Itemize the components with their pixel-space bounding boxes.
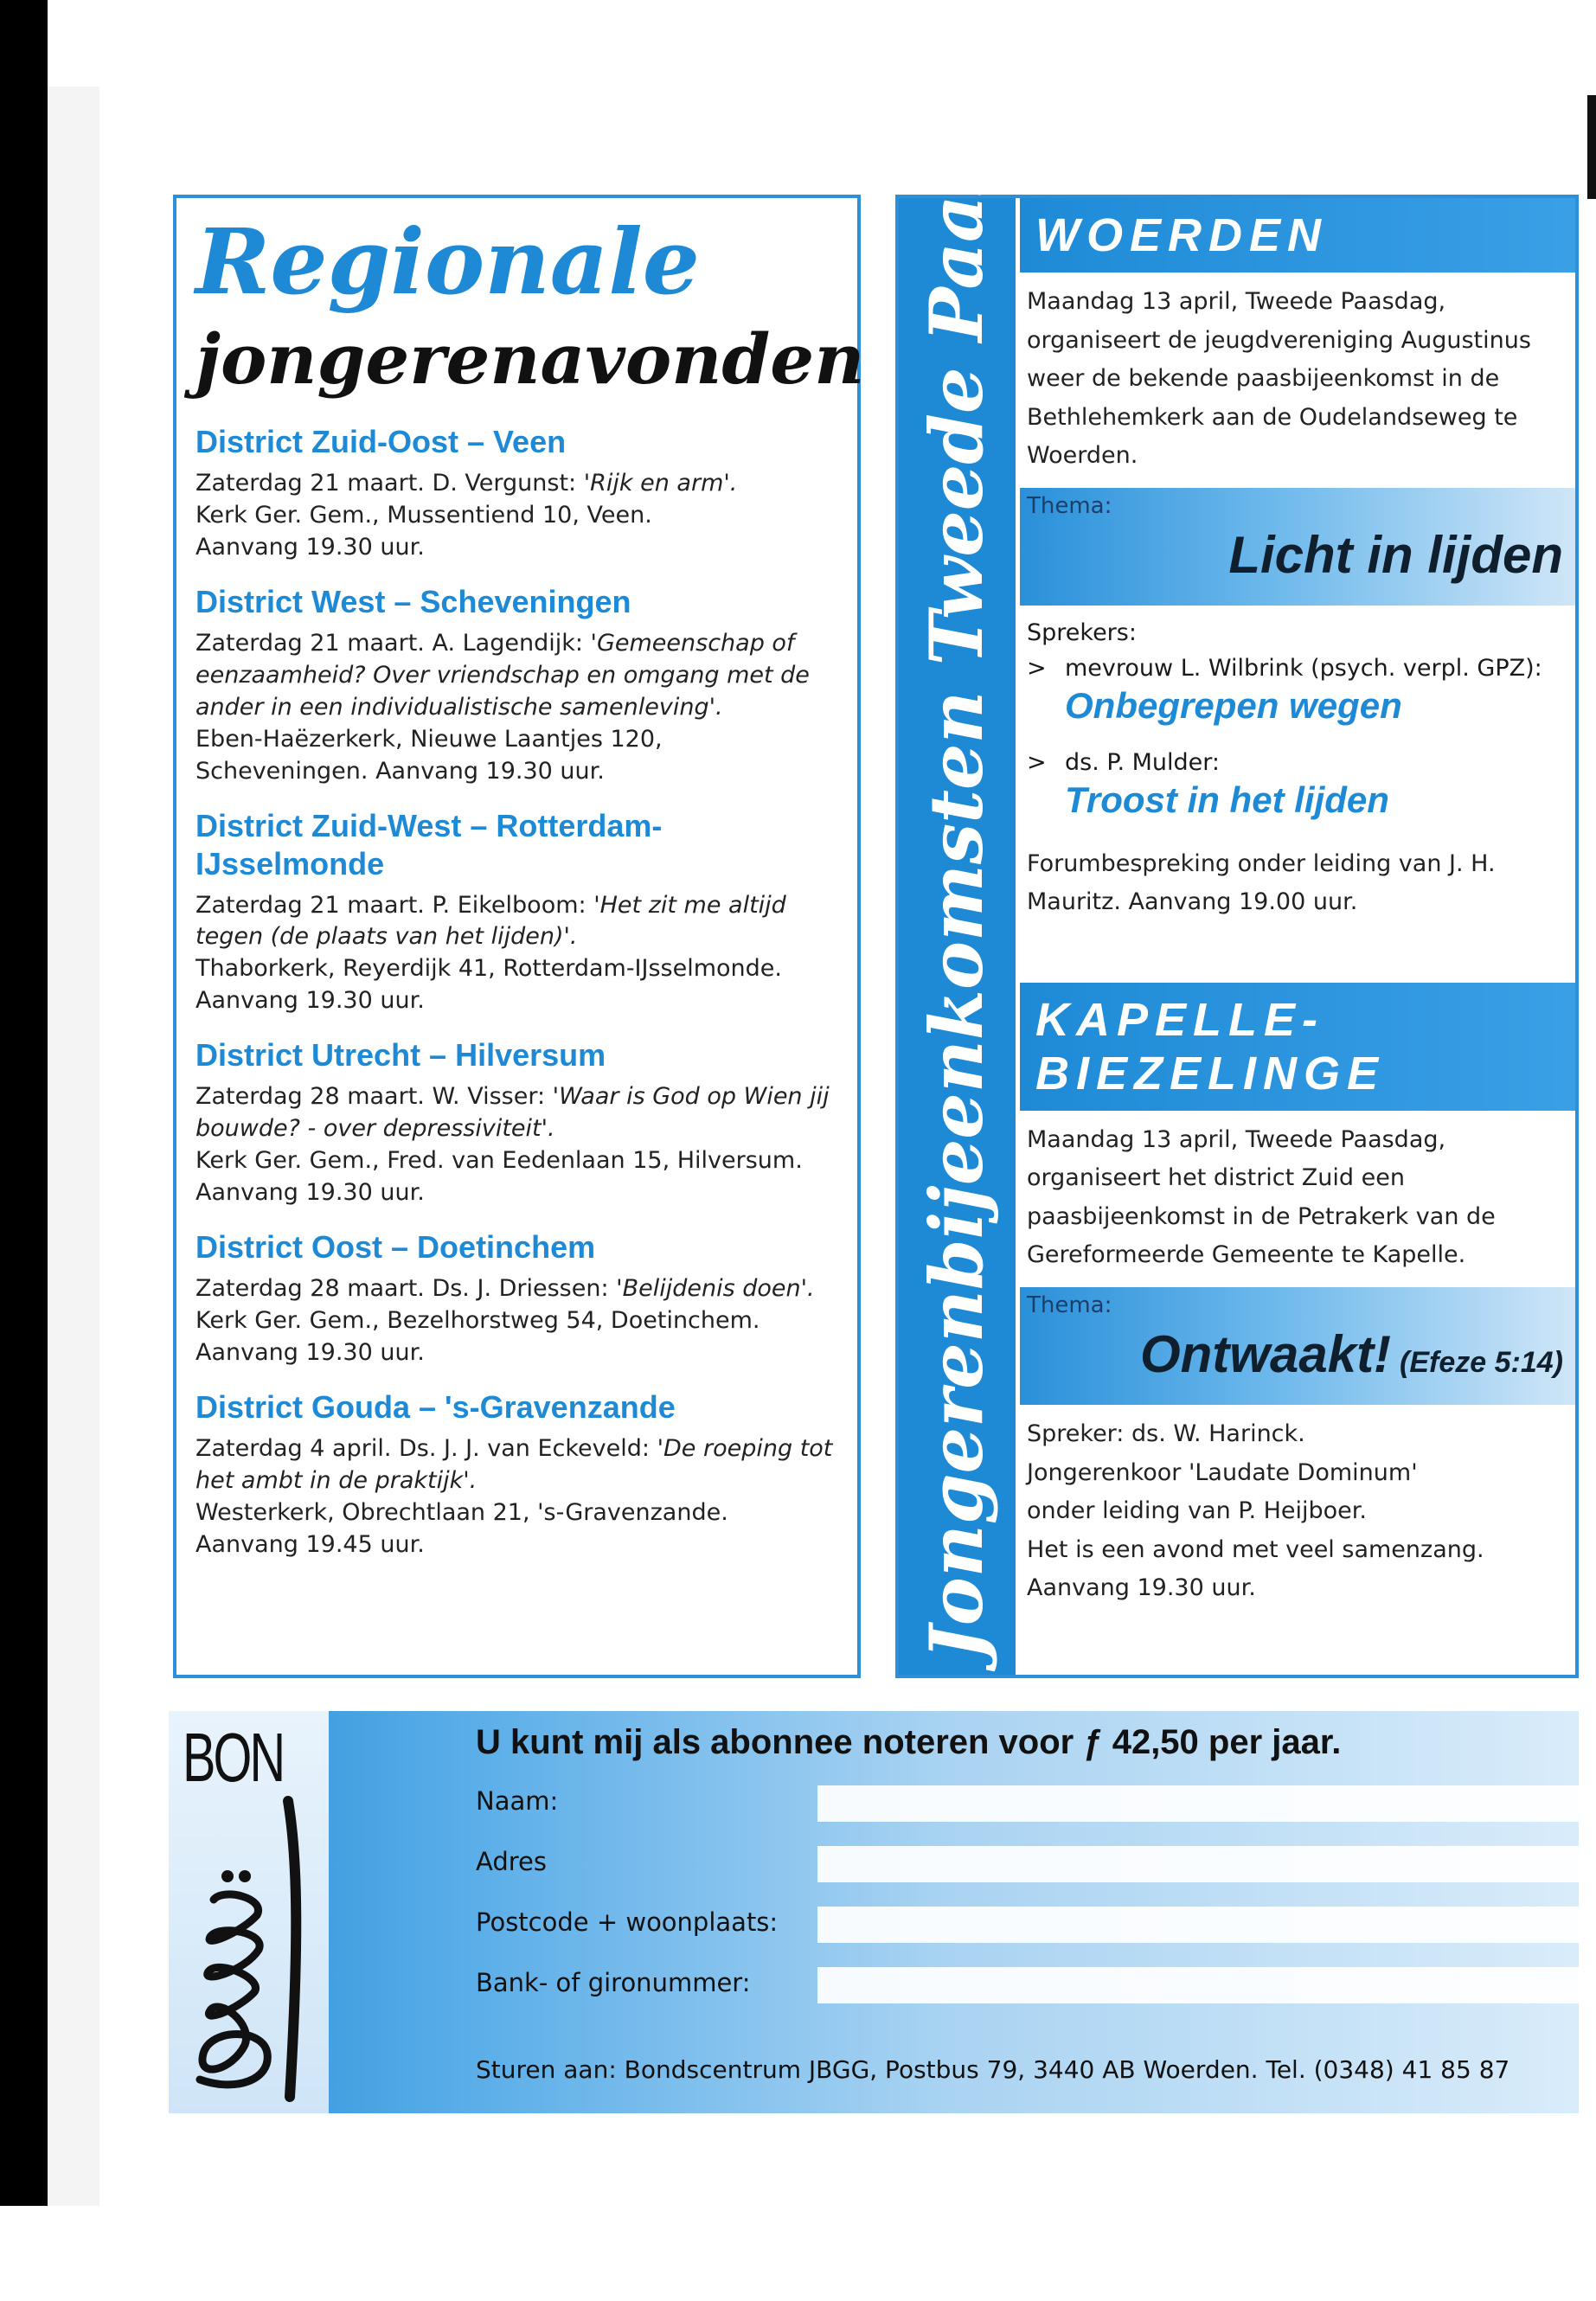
send-to-address: Sturen aan: Bondscentrum JBGG, Postbus 79, 3440 AB Woerden. Tel. (0348) 41 85 87 [476,2055,1510,2084]
easter-events-content [1020,198,1575,1608]
speaker-topic: Troost in het lijden [1065,779,1389,820]
easter-events-box [895,5,1579,1678]
scan-edge-left [0,0,48,2206]
coupon-heading: U kunt mij als abonnee noteren voor ƒ 42,50 per jaar. [476,1723,1342,1761]
district-entry [195,1228,838,1369]
district-details: Zaterdag 28 maart. W. Visser: 'Waar is God op Wien jij bouwde? - over depressiviteit'. Kerk Ger. Gem., Fred. van Eedenlaan 15, Hilversum. Aanvang 19.30 uur. [195,1083,830,1207]
kapelle-closing: Spreker: ds. W. Harinck. Jongerenkoor 'Laudate Dominum' onder leiding van P. Heijboer. Het is een avond met veel samenzang. Aanvang 19.30 uur. [1027,1420,1484,1602]
theme-label: Thema: [1027,1292,1112,1319]
bible-reference: (Efeze 5:14) [1400,1346,1563,1380]
district-details: Zaterdag 4 april. Ds. J. J. van Eckeveld: 'De roeping tot het ambt in de praktijk'. Westerkerk, Obrechtlaan 21, 's-Gravenzande. Aanvang 19.45 uur. [195,1435,833,1558]
speaker-name: mevrouw L. Wilbrink (psych. verpl. GPZ): [1065,654,1542,682]
district-details: Zaterdag 28 maart. Ds. J. Driessen: 'Belijdenis doen'. Kerk Ger. Gem., Bezelhorstweg 54, Doetinchem. Aanvang 19.30 uur. [195,1275,815,1367]
daniel-logo-icon [184,1794,314,2106]
postcode-label: Postcode + woonplaats: [476,1907,779,1937]
speakers-label: Sprekers: [1027,619,1137,646]
scan-margin [48,87,99,2206]
woerden-theme-band [1020,488,1575,606]
name-label: Naam: [476,1786,559,1816]
form-row-name [476,1779,1596,1823]
theme-label: Thema: [1027,492,1112,519]
kapelle-theme-band [1020,1287,1575,1405]
speaker-name: ds. P. Mulder: [1065,748,1220,776]
bank-label: Bank- of gironummer: [476,1968,751,1997]
woerden-theme-title: Licht in lijden [1228,525,1563,584]
woerden-intro: Maandag 13 april, Tweede Paasdag, organiseert de jeugdvereniging Augustinus weer de bekende paasbijeenkomst in de Bethlehemkerk aan de Oudelandseweg te Woerden. [1027,288,1531,470]
vertical-title-band [899,5,1016,1675]
bank-field[interactable] [817,1967,1596,2003]
speaker-topic: Onbegrepen wegen [1065,684,1402,726]
bon-label: BON [183,1719,284,1796]
district-heading: District Zuid-Oost – Veen [195,424,567,459]
district-entry [195,423,838,564]
coupon-logo-column [169,1711,329,2113]
kapelle-heading: KAPELLE- BIEZELINGE [1020,983,1575,1111]
form-row-address [476,1839,1596,1884]
regional-title-line1: Regionale [195,208,700,315]
speaker-entry [1020,740,1575,776]
name-field[interactable] [817,1785,1596,1822]
regional-events-box [173,195,865,1678]
district-heading: District Zuid-West – Rotterdam-IJsselmonde [195,807,663,881]
district-heading: District West – Scheveningen [195,583,631,619]
form-row-postcode [476,1900,1596,1945]
address-label: Adres [476,1847,547,1876]
subscription-coupon [169,1711,1579,2113]
kapelle-theme-title: Ontwaakt! (Efeze 5:14) [1139,1325,1563,1384]
regional-title-line2: jongerenavonden [195,318,865,400]
vertical-title: Jongerenbijeenkomsten Tweede Paasdag [913,5,999,1660]
district-details: Zaterdag 21 maart. D. Vergunst: 'Rijk en arm'. Kerk Ger. Gem., Mussentiend 10, Veen. Aanvang 19.30 uur. [195,469,738,561]
postcode-field[interactable] [817,1907,1596,1943]
form-row-bank [476,1960,1596,2005]
speaker-entry [1020,646,1575,682]
woerden-closing: Forumbespreking onder leiding van J. H. Mauritz. Aanvang 19.00 uur. [1027,849,1496,916]
arrow-icon: > [1027,748,1047,776]
district-details: Zaterdag 21 maart. A. Lagendijk: 'Gemeenschap of eenzaamheid? Over vriendschap en omgang met de ander in een individualistische samenleving'. Eben-Haëzerkerk, Nieuwe Laantjes 120, Scheveningen. Aanvang 19.30 uur. [195,629,810,785]
district-heading: District Utrecht – Hilversum [195,1037,606,1074]
woerden-heading: WOERDEN [1020,198,1575,272]
district-heading: District Gouda – 's-Gravenzande [195,1389,676,1426]
district-entry [195,583,838,788]
arrow-icon: > [1027,654,1047,682]
district-heading: District Oost – Doetinchem [195,1229,596,1266]
kapelle-intro: Maandag 13 april, Tweede Paasdag, organiseert het district Zuid een paasbijeenkomst in de Petrakerk van de Gereformeerde Gemeente te Kapelle. [1027,1125,1496,1269]
address-field[interactable] [817,1846,1596,1882]
district-details: Zaterdag 21 maart. P. Eikelboom: 'Het zit me altijd tegen (de plaats van het lijden)'. Thaborkerk, Reyerdijk 41, Rotterdam-IJsselmonde. Aanvang 19.30 uur. [195,891,786,1015]
district-entry [195,1036,838,1209]
district-entry [195,1388,838,1561]
district-entry [195,807,838,1018]
scan-edge-right [1587,95,1596,199]
